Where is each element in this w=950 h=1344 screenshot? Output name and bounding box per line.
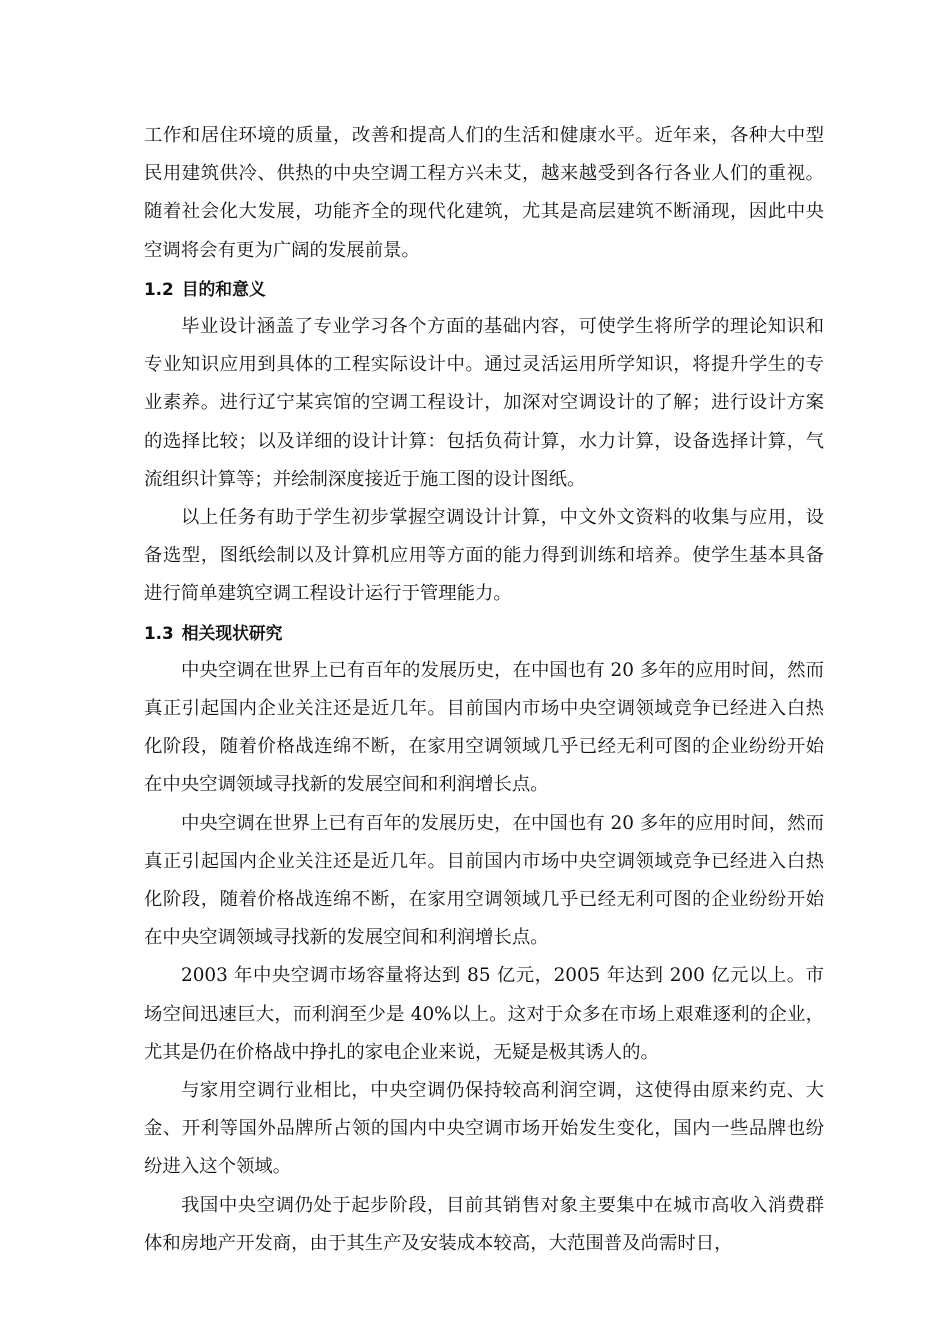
document-page [144, 117, 824, 1263]
section-heading-1-3 [144, 614, 824, 652]
paragraph-history-2: 中央空调在世界上已有百年的发展历史，在中国也有 20 多年的应用时间，然而真正引起国内企业关注还是近几年。目前国内市场中央空调领域竞争已经进入白热化阶段，随着价格战连绵不断，在家用空调领域几乎已经无利可图的企业纷纷开始在中央空调领域寻找新的发展空间和利润增长点。 [144, 812, 824, 949]
paragraph-market-size: 2003 年中央空调市场容量将达到 85 亿元，2005 年达到 200 亿元以上。市场空间迅速巨大，而利润至少是 40%以上。这对于众多在市场上艰难逐利的企业，尤其是仍在价格战中挣扎的家电企业来说，无疑是极其诱人的。 [144, 965, 824, 1063]
paragraph-early-stage: 我国中央空调仍处于起步阶段，目前其销售对象主要集中在城市高收入消费群体和房地产开发商，由于其生产及安装成本较高，大范围普及尚需时日， [144, 1194, 824, 1254]
section-number: 1.3 [144, 622, 174, 643]
paragraph-intro-continued: 工作和居住环境的质量，改善和提高人们的生活和健康水平。近年来，各种大中型民用建筑供冷、供热的中央空调工程方兴未艾，越来越受到各行各业人们的重视。随着社会化大发展，功能齐全的现代化建筑，尤其是高层建筑不断涌现，因此中央空调将会有更为广阔的发展前景。 [144, 125, 824, 261]
section-heading-1-2 [144, 270, 824, 308]
paragraph-history-1: 中央空调在世界上已有百年的发展历史，在中国也有 20 多年的应用时间，然而真正引起国内企业关注还是近几年。目前国内市场中央空调领域竞争已经进入白热化阶段，随着价格战连绵不断，在家用空调领域几乎已经无利可图的企业纷纷开始在中央空调领域寻找新的发展空间和利润增长点。 [144, 659, 824, 796]
paragraph-purpose: 毕业设计涵盖了专业学习各个方面的基础内容，可使学生将所学的理论知识和专业知识应用到具体的工程实际设计中。通过灵活运用所学知识，将提升学生的专业素养。进行辽宁某宾馆的空调工程设计，加深对空调设计的了解；进行设计方案的选择比较；以及详细的设计计算：包括负荷计算，水力计算，设备选择计算，气流组织计算等；并绘制深度接近于施工图的设计图纸。 [144, 316, 824, 490]
section-title: 相关现状研究 [181, 622, 283, 643]
paragraph-profit-comparison: 与家用空调行业相比，中央空调仍保持较高利润空调，这使得由原来约克、大金、开利等国外品牌所占领的国内中央空调市场开始发生变化，国内一些品牌也纷纷进入这个领域。 [144, 1080, 824, 1178]
section-number: 1.2 [144, 278, 174, 299]
paragraph-tasks: 以上任务有助于学生初步掌握空调设计计算，中文外文资料的收集与应用，设备选型，图纸绘制以及计算机应用等方面的能力得到训练和培养。使学生基本具备进行简单建筑空调工程设计运行于管理能力。 [144, 507, 824, 605]
section-title: 目的和意义 [181, 278, 266, 299]
